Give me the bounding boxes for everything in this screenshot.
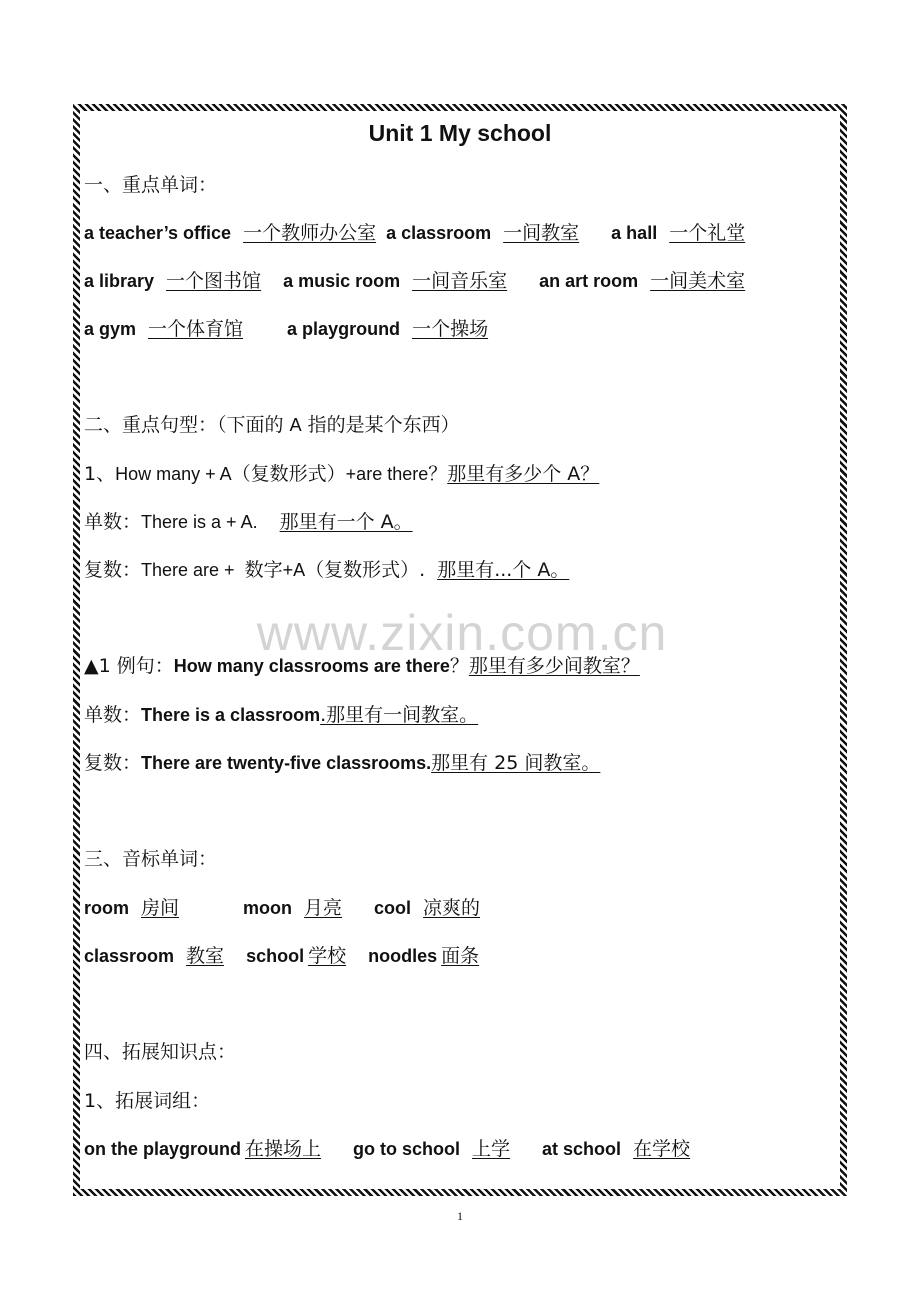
vocab-en: a gym [84, 319, 137, 339]
pattern-plural [84, 557, 569, 583]
pattern-question [84, 461, 599, 487]
phonics-en: room [84, 898, 129, 918]
pattern-en: +A [282, 560, 306, 580]
phonics-row-2 [84, 943, 479, 969]
label: 单数： [84, 511, 142, 533]
label: 复数： [84, 752, 142, 774]
example-en: There is a classroom [141, 705, 321, 725]
phonics-en: classroom [84, 946, 175, 966]
example-plural [84, 750, 600, 776]
vocab-en: a playground [287, 319, 401, 339]
pattern-en: How many + A [115, 464, 232, 484]
pattern-en: +are there [345, 464, 429, 484]
example-label: ▲1 例句： [84, 655, 174, 677]
vocab-cn: 一个体育馆 [148, 318, 244, 340]
vocab-cn: 一个礼堂 [669, 222, 746, 244]
phonics-en: noodles [368, 946, 438, 966]
vocab-en: an art room [539, 271, 639, 291]
phonics-row-1 [84, 895, 480, 921]
vocab-cn: 一间美术室 [650, 270, 746, 292]
phrase-en: at school [542, 1139, 622, 1159]
heading-text: 指的是某个东西） [307, 414, 460, 436]
page-title: Unit 1 My school [368, 120, 552, 146]
item-number: 1、 [84, 463, 116, 485]
heading-letter: A [289, 415, 302, 435]
pattern-answer: 那里有...个 A。 [437, 559, 570, 581]
question-mark: ？ [428, 463, 448, 485]
subsection-heading: 1、拓展词组： [84, 1090, 211, 1112]
watermark: www.zixin.com.cn [256, 605, 668, 661]
phonics-cn: 月亮 [304, 897, 343, 919]
phrase-cn: 在操场上 [245, 1138, 322, 1160]
example-en: There are twenty-five classrooms. [141, 753, 432, 773]
example-answer: .那里有一间教室。 [320, 704, 479, 726]
vocab-en: a library [84, 271, 155, 291]
section-3-heading: 三、音标单词： [84, 848, 218, 870]
phonics-en: cool [374, 898, 412, 918]
vocab-en: a classroom [386, 223, 492, 243]
vocab-en: a teacher’s office [84, 223, 232, 243]
vocab-en: a music room [283, 271, 401, 291]
phonics-cn: 面条 [441, 945, 480, 967]
phrase-cn: 在学校 [633, 1138, 691, 1160]
vocab-row-3 [84, 316, 488, 342]
heading-text: 二、重点句型：（下面的 [84, 414, 284, 436]
label: 复数： [84, 559, 142, 581]
vocab-cn: 一个教师办公室 [243, 222, 377, 244]
phonics-cn: 教室 [186, 945, 225, 967]
vocab-row-1 [84, 220, 745, 246]
pattern-en: There is a + A. [141, 512, 258, 532]
pattern-cn: （复数形式） [305, 559, 420, 581]
pattern-answer: 那里有一个 A。 [279, 511, 413, 533]
vocab-cn: 一个图书馆 [166, 270, 262, 292]
phrase-cn: 上学 [472, 1138, 511, 1160]
pattern-singular [84, 509, 413, 535]
example-question [84, 653, 640, 679]
vocab-en: a hall [611, 223, 658, 243]
pattern-en: There are + [141, 560, 235, 580]
example-singular [84, 702, 478, 728]
phrase-en: on the playground [84, 1139, 241, 1159]
pattern-cn: 数字 [244, 559, 283, 581]
label: 单数： [84, 704, 142, 726]
vocab-cn: 一个操场 [412, 318, 489, 340]
vocab-cn: 一间音乐室 [412, 270, 508, 292]
section-2-heading [84, 412, 460, 438]
question-mark: ？ [449, 655, 469, 677]
dot: . [419, 559, 426, 581]
phrase-en: go to school [353, 1139, 461, 1159]
phonics-cn: 凉爽的 [423, 897, 481, 919]
phonics-cn: 房间 [141, 897, 180, 919]
section-4-heading: 四、拓展知识点： [84, 1041, 237, 1063]
vocab-cn: 一间教室 [503, 222, 580, 244]
vocab-row-2 [84, 268, 745, 294]
pattern-cn: （复数形式） [231, 463, 346, 485]
example-answer: 那里有 25 间教室。 [431, 752, 601, 774]
example-answer: 那里有多少间教室？ [468, 655, 640, 677]
phonics-cn: 学校 [308, 945, 347, 967]
phonics-en: school [246, 946, 305, 966]
section-1-heading: 一、重点单词： [84, 174, 218, 196]
phonics-en: moon [243, 898, 293, 918]
pattern-answer: 那里有多少个 A？ [447, 463, 600, 485]
page-number: 1 [457, 1209, 463, 1223]
example-en: How many classrooms are there [173, 656, 450, 676]
phrase-row [84, 1136, 690, 1162]
